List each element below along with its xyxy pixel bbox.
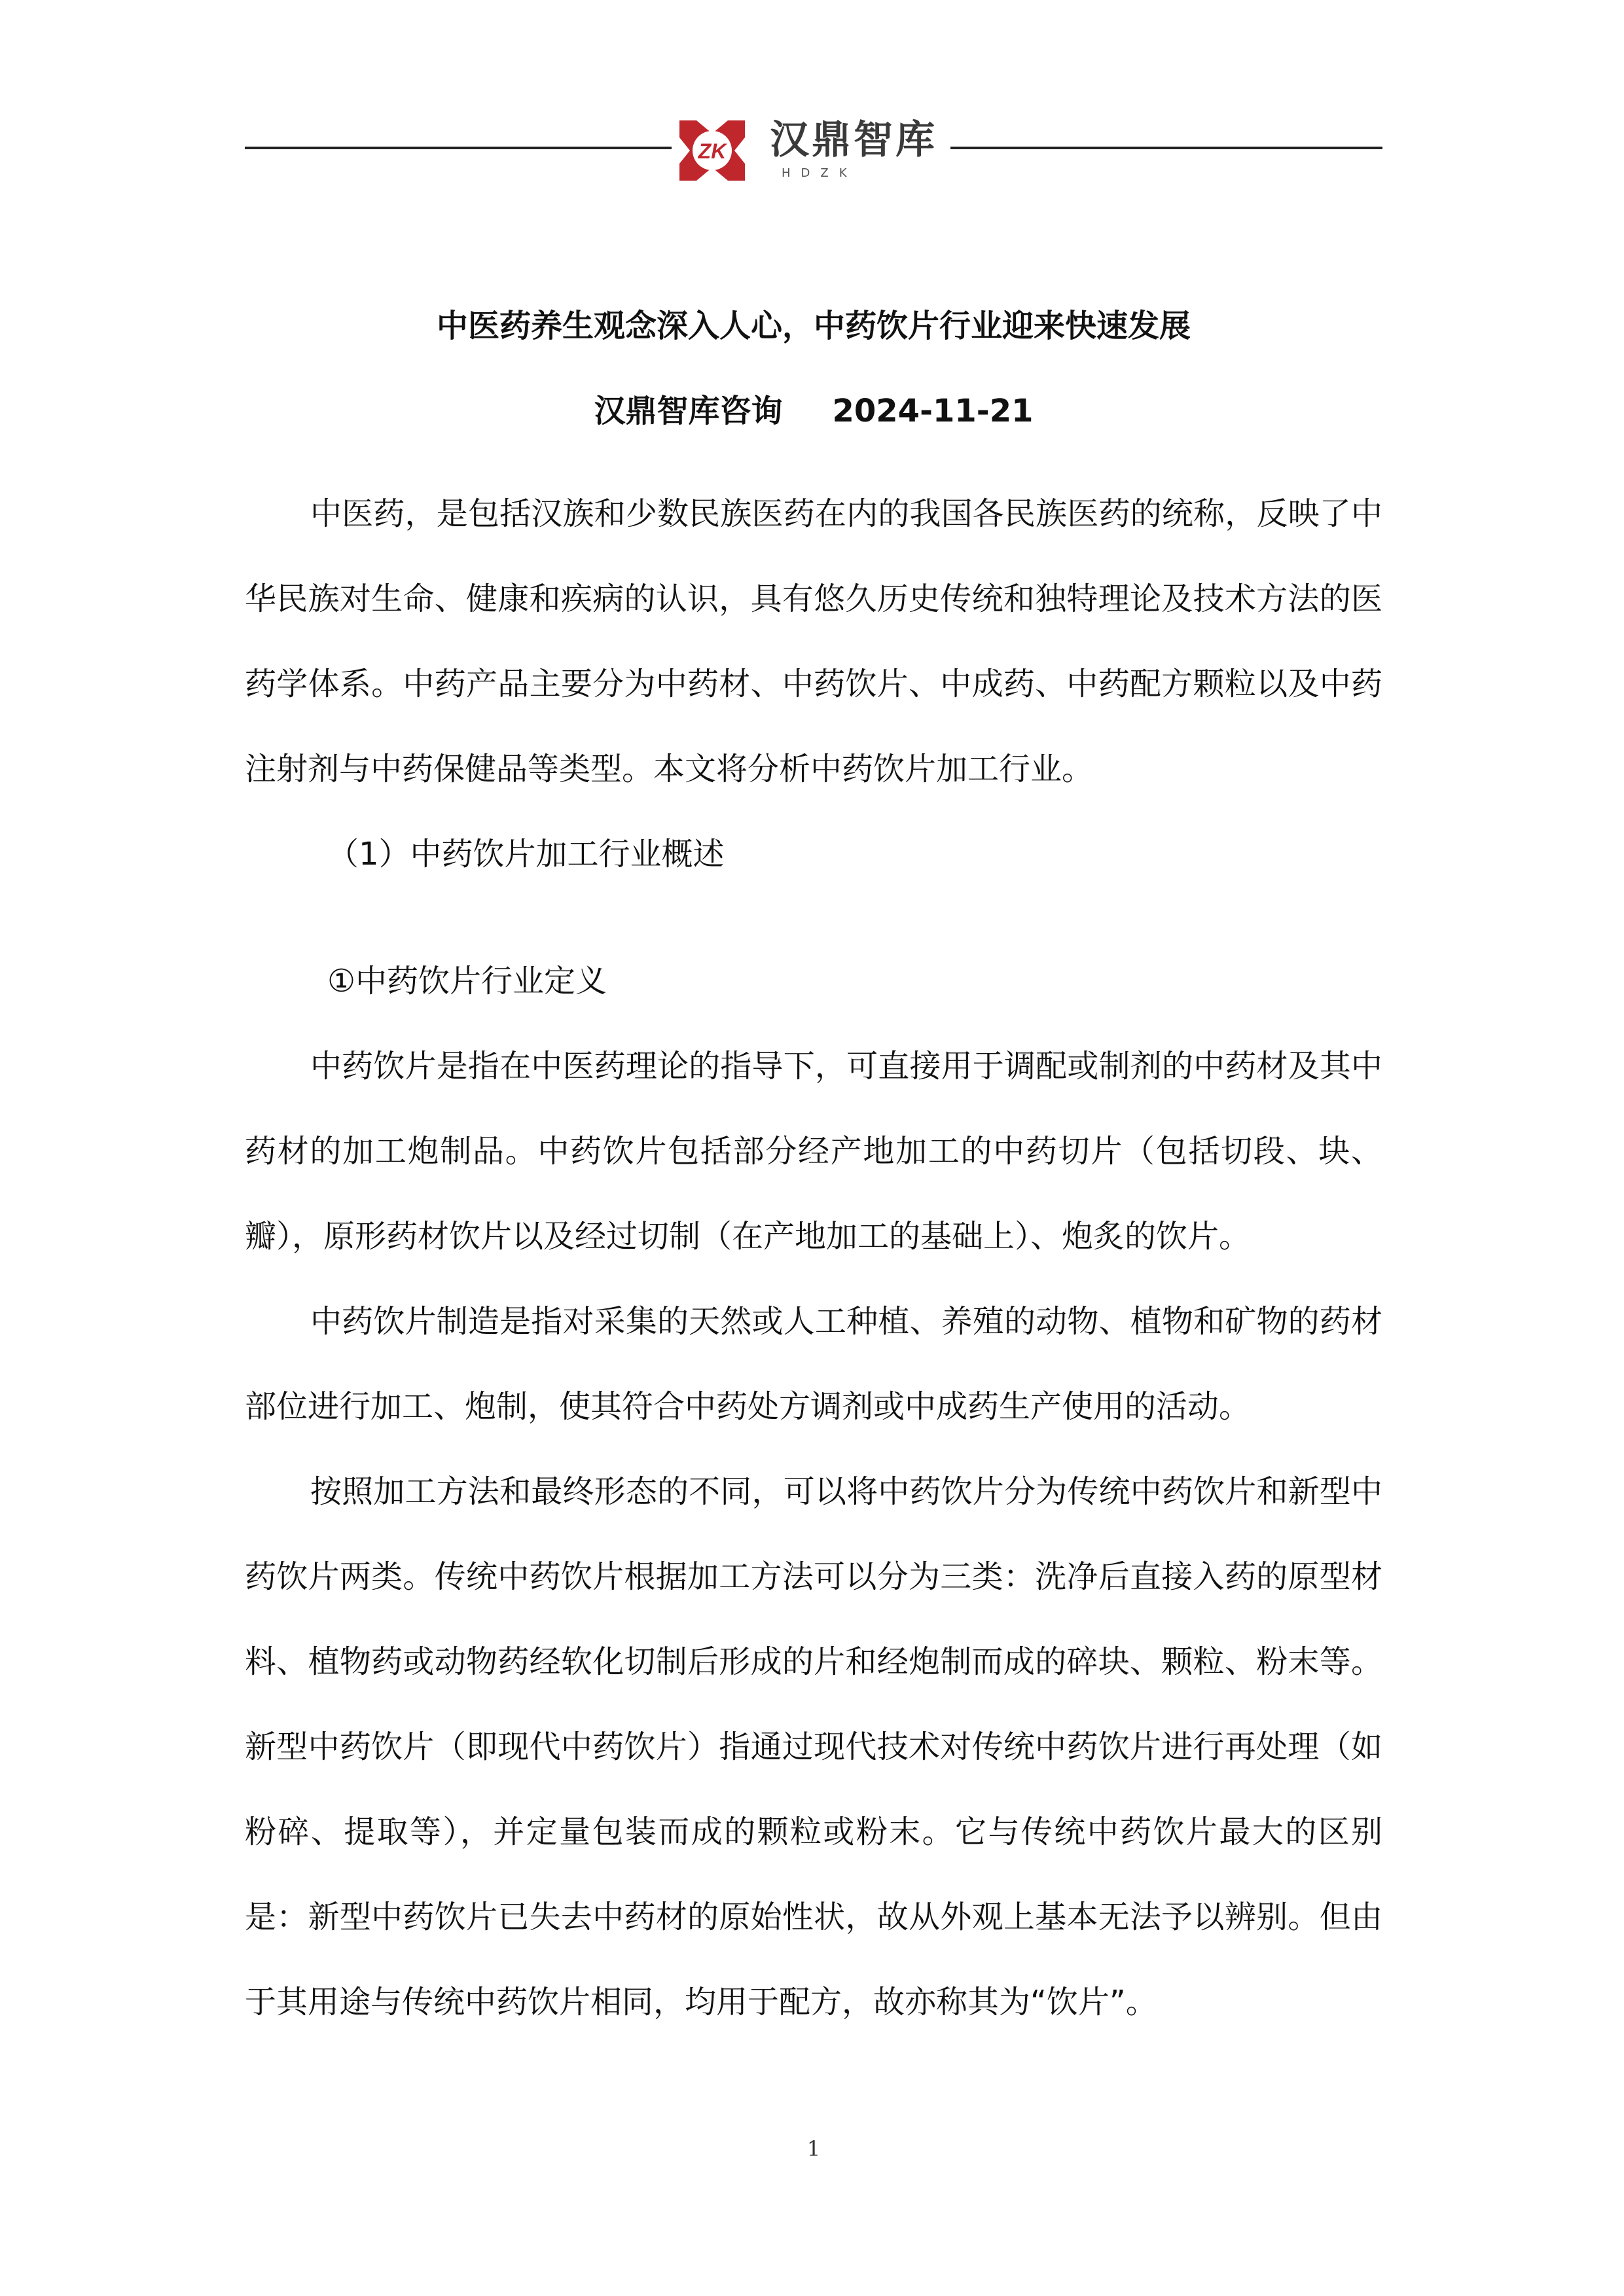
svg-text:ZK: ZK — [698, 139, 727, 163]
article-body — [245, 471, 1382, 2045]
header-rule-left — [245, 147, 672, 149]
paragraph-manufacturing: 中药饮片制造是指对采集的天然或人工种植、养殖的动物、植物和矿物的药材部位进行加工、炮制，使其符合中药处方调剂或中成药生产使用的活动。 — [245, 1303, 1382, 1425]
section-heading: （1）中药饮片加工行业概述 — [327, 836, 725, 872]
brand-logo-icon — [677, 117, 748, 185]
subsection-heading: ①中药饮片行业定义 — [327, 963, 607, 999]
paragraph-definition: 中药饮片是指在中医药理论的指导下，可直接用于调配或制剂的中药材及其中药材的加工炮制品。中药饮片包括部分经产地加工的中药切片（包括切段、块、瓣），原形药材饮片以及经过切制（在产地加工的基础上）、炮炙的饮片。 — [245, 1048, 1382, 1255]
paragraph-intro: 中医药，是包括汉族和少数民族医药在内的我国各民族医药的统称，反映了中华民族对生命、健康和疾病的认识，具有悠久历史传统和独特理论及技术方法的医药学体系。中药产品主要分为中药材、中药饮片、中成药、中药配方颗粒以及中药注射剂与中药保健品等类型。本文将分析中药饮片加工行业。 — [245, 495, 1382, 787]
header-rule-right — [950, 147, 1382, 149]
page-number: 1 — [806, 2136, 821, 2161]
brand-name: 汉鼎智库 — [770, 117, 937, 163]
article-date: 2024-11-21 — [832, 393, 1034, 429]
brand-subtext: HDZK — [782, 166, 857, 180]
article-source: 汉鼎智库咨询 — [594, 393, 783, 429]
article-title: 中医药养生观念深入人心，中药饮片行业迎来快速发展 — [436, 308, 1191, 344]
paragraph-classification: 按照加工方法和最终形态的不同，可以将中药饮片分为传统中药饮片和新型中药饮片两类。传统中药饮片根据加工方法可以分为三类：洗净后直接入药的原型材料、植物药或动物药经软化切制后形成的片和经炮制而成的碎块、颗粒、粉末等。新型中药饮片（即现代中药饮片）指通过现代技术对传统中药饮片进行再处理（如粉碎、提取等），并定量包装而成的颗粒或粉末。它与传统中药饮片最大的区别是：新型中药饮片已失去中药材的原始性状，故从外观上基本无法予以辨别。但由于其用途与传统中药饮片相同，均用于配方，故亦称其为“饮片”。 — [245, 1473, 1382, 2020]
article-byline — [245, 391, 1382, 431]
brand-logo — [674, 110, 949, 191]
